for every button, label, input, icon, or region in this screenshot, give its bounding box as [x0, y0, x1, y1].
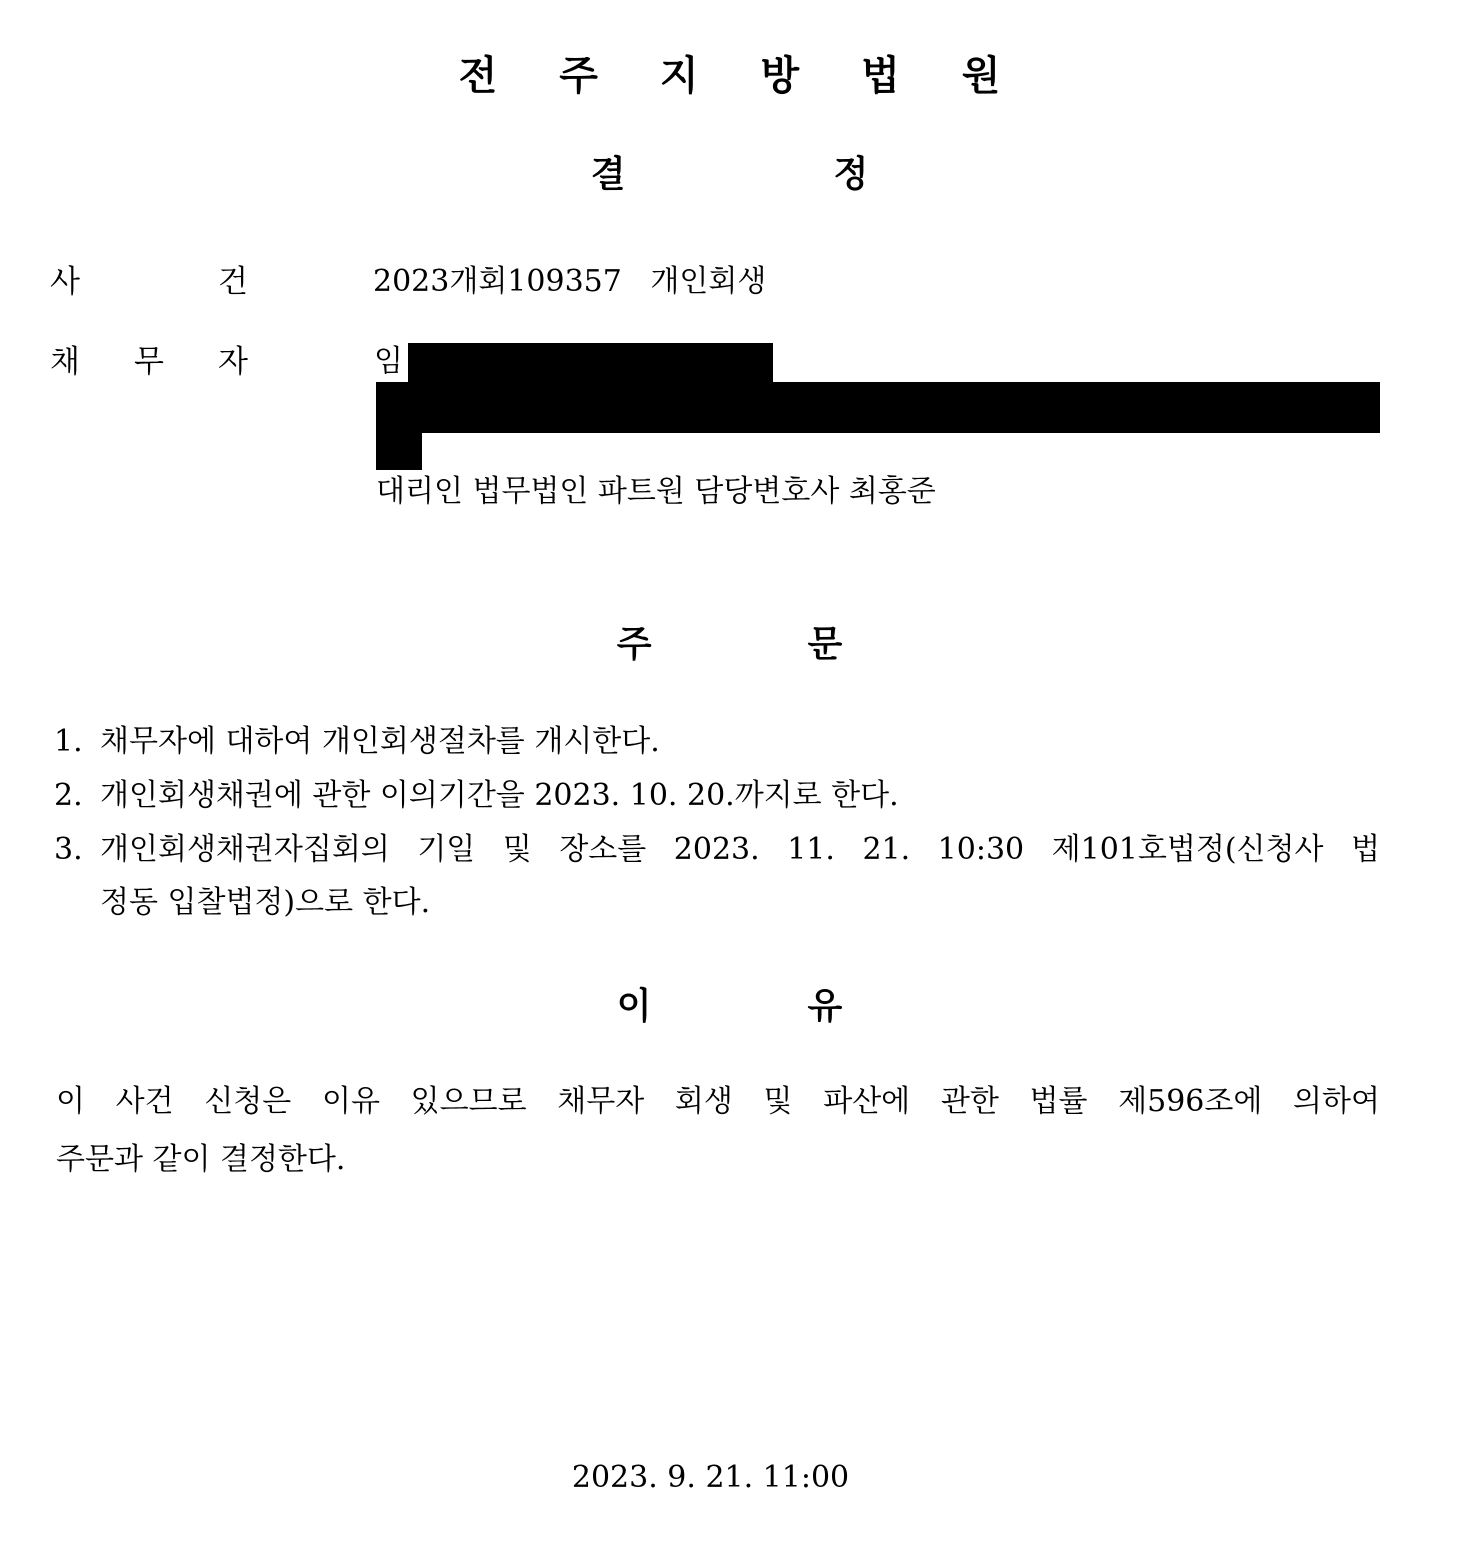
document-title-char: 결: [590, 154, 626, 195]
court-name-char: 지: [659, 53, 699, 99]
reason-text-line: 이 사건 신청은 이유 있으므로 채무자 회생 및 파산에 관한 법률 제596조에 의하여: [56, 1084, 1380, 1119]
debtor-name: 임: [374, 344, 403, 379]
reason-title: [0, 982, 1459, 1032]
reason-title-char: 유: [807, 986, 843, 1027]
case-label-char: 건: [218, 264, 248, 300]
document-title: [0, 150, 1459, 200]
court-name-char: 방: [760, 53, 800, 99]
case-number: 2023개회109357 개인회생: [373, 264, 767, 299]
court-name: [0, 46, 1459, 106]
case-label-char: 사: [50, 264, 80, 300]
court-name-char: 전: [458, 53, 498, 99]
debtor-label-char: 무: [134, 344, 164, 380]
order-item-text: 채무자에 대하여 개인회생절차를 개시한다.: [100, 724, 660, 759]
order-title-char: 문: [807, 624, 843, 665]
reason-text-line: 주문과 같이 결정한다.: [56, 1142, 346, 1177]
order-item-number: 2.: [54, 778, 83, 813]
order-item-text-continued: 정동 입찰법정)으로 한다.: [100, 885, 431, 920]
debtor-label-char: 자: [218, 344, 248, 380]
order-title: [0, 620, 1459, 670]
order-item-text: 개인회생채권에 관한 이의기간을 2023. 10. 20.까지로 한다.: [100, 778, 899, 813]
order-title-char: 주: [616, 624, 652, 665]
redaction-block: [408, 343, 773, 384]
court-name-char: 원: [961, 53, 1001, 99]
debtor-label-char: 채: [50, 344, 80, 380]
reason-title-char: 이: [616, 986, 652, 1027]
court-name-char: 법: [861, 53, 900, 99]
document-title-char: 정: [833, 154, 869, 195]
court-name-char: 주: [559, 53, 598, 99]
redaction-block: [376, 382, 1380, 433]
debtor-agent: 대리인 법무법인 파트원 담당변호사 최홍준: [376, 474, 936, 509]
order-item-text: 개인회생채권자집회의 기일 및 장소를 2023. 11. 21. 10:30 제101호법정(신청사 법: [100, 832, 1380, 867]
order-item-number: 1.: [54, 724, 83, 759]
decision-date: 2023. 9. 21. 11:00: [571, 1460, 850, 1495]
redaction-block: [376, 431, 422, 470]
order-item-number: 3.: [54, 832, 83, 867]
